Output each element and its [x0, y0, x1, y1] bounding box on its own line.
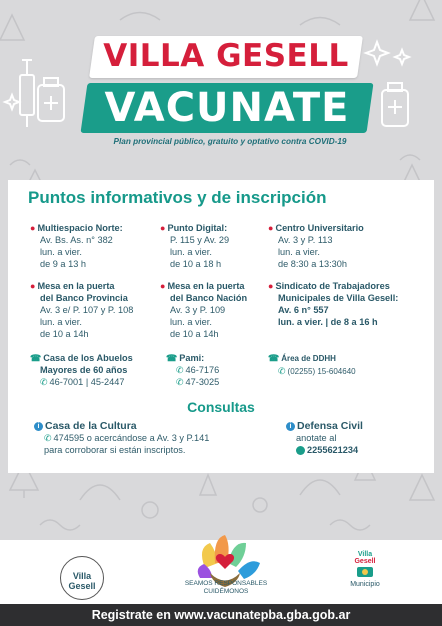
card-title: Puntos informativos y de inscripción [28, 188, 327, 207]
point-punto-digital: ● Punto Digital: P. 115 y Av. 29 lun. a vier. de 10 a 18 h [160, 223, 230, 269]
phone-small-icon: ✆ [40, 377, 48, 387]
info-icon: i [34, 422, 43, 431]
location-pin-icon: ● [160, 223, 166, 233]
phone-pami: ☎ Pami: ✆ 46-7176 ✆ 47-3025 [166, 353, 220, 387]
location-pin-icon: ● [268, 223, 274, 233]
phone-casa-abuelos: ☎ Casa de los Abuelos Mayores de 60 años ✆ 46-7001 | 45-2447 [30, 353, 133, 387]
location-pin-icon: ● [160, 281, 166, 291]
point-multiespacio-norte: ● Multiespacio Norte: Av. Bs. As. n° 382 lun. a vier. de 9 a 13 h [30, 223, 123, 269]
location-pin-icon: ● [30, 223, 36, 233]
consulta-defensa-civil: i Defensa Civil anotate al 2255621234 [286, 420, 363, 456]
point-centro-universitario: ● Centro Universitario Av. 3 y P. 113 lun. a vier. de 8:30 a 13:30h [268, 223, 364, 269]
villa-gesell-logo-left: Villa Gesell [60, 556, 104, 600]
phone-small-icon: ✆ [44, 433, 52, 443]
center-logo-text: SEAMOS RESPONSABLES CUIDÉMONOS [184, 580, 268, 595]
point-banco-nacion: ● Mesa en la puerta del Banco Nación Av. 3 y P. 109 lun. a vier. de 10 a 14h [160, 281, 248, 339]
phone-icon: ☎ [166, 353, 178, 363]
location-pin-icon: ● [30, 281, 36, 291]
phone-small-icon: ✆ [176, 377, 184, 387]
phone-small-icon: ✆ [176, 365, 184, 375]
municipio-emblem-icon [355, 565, 375, 579]
consulta-casa-cultura: i Casa de la Cultura ✆ 474595 o acercándose a Av. 3 y P.141 para corroborar si están inscriptos. [34, 420, 209, 456]
location-pin-icon: ● [268, 281, 274, 291]
phone-ddhh: ☎ Área de DDHH ✆ (02255) 15-604640 [268, 353, 356, 376]
plan-subtitle: Plan provincial público, gratuito y optativo contra COVID-19 [113, 137, 347, 146]
point-sindicato: ● Sindicato de Trabajadores Municipales de Villa Gesell: Av. 6 n° 557 lun. a vier. | de 8 a 16 h [268, 281, 399, 327]
registration-cta-link[interactable]: Registrate en www.vacunatepba.gba.gob.ar [0, 604, 442, 626]
title-villa-gesell: VILLA GESELL [103, 38, 349, 74]
phone-small-icon: ✆ [278, 366, 286, 376]
whatsapp-icon [296, 446, 305, 455]
info-icon: i [286, 422, 295, 431]
municipio-logo-right: Villa Gesell Municipio [350, 551, 380, 588]
info-card [8, 180, 434, 473]
point-banco-provincia: ● Mesa en la puerta del Banco Provincia Av. 3 e/ P. 107 y P. 108 lun. a vier. de 10 a 14h [30, 281, 134, 339]
phone-icon: ☎ [268, 353, 280, 363]
consultas-title: Consultas [187, 399, 255, 415]
phone-icon: ☎ [30, 353, 42, 363]
title-vacunate: VACUNATE [104, 85, 350, 131]
